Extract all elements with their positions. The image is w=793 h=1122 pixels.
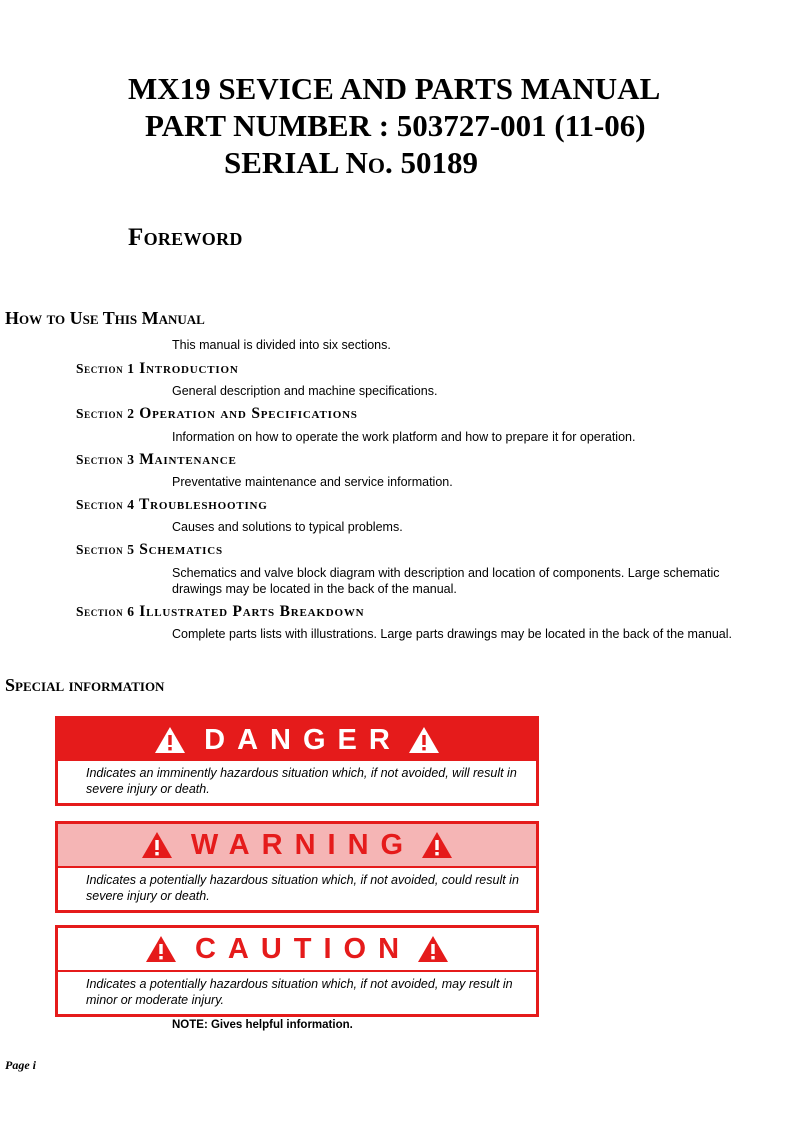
- warning-triangle-icon: [408, 726, 440, 754]
- section-1-desc: General description and machine specifications.: [172, 384, 438, 398]
- warning-box: [55, 821, 539, 913]
- section-5-desc: Schematics and valve block diagram with description and location of components. Large schematic drawings may be located in the back of the manual.: [172, 566, 720, 596]
- foreword-heading: Foreword: [128, 224, 243, 251]
- section-1-heading: [76, 360, 239, 378]
- warning-label: WARNING: [190, 828, 416, 861]
- warning-triangle-icon: [145, 935, 177, 963]
- section-number: Section 5: [76, 542, 135, 557]
- page-number: Page i: [5, 1058, 36, 1072]
- caution-label: CAUTION: [194, 932, 412, 965]
- section-title: Operation and Specifications: [139, 405, 358, 422]
- section-number: Section 2: [76, 406, 135, 421]
- warning-triangle-icon: [141, 831, 173, 859]
- section-title: Introduction: [139, 360, 239, 377]
- section-title: Troubleshooting: [138, 496, 268, 513]
- section-number: Section 4: [76, 497, 135, 512]
- caution-band: [58, 928, 536, 972]
- intro-text: This manual is divided into six sections.: [172, 338, 391, 352]
- section-2-desc: Information on how to operate the work platform and how to prepare it for operation.: [172, 430, 636, 444]
- section-2-heading: [76, 405, 358, 423]
- section-4-heading: [76, 496, 268, 514]
- caution-box: [55, 925, 539, 1017]
- danger-text: Indicates an imminently hazardous situation which, if not avoided, will result in severe injury or death.: [86, 766, 517, 796]
- warning-triangle-icon: [421, 831, 453, 859]
- caution-text: Indicates a potentially hazardous situation which, if not avoided, may result in minor or moderate injury.: [86, 977, 513, 1007]
- warning-band: [58, 824, 536, 868]
- section-number: Section 1: [76, 361, 135, 376]
- title-line-3: SERIAL NO. 50189: [224, 145, 478, 180]
- section-number: Section 6: [76, 604, 135, 619]
- special-info-heading: Special information: [5, 675, 165, 695]
- section-title: Illustrated Parts Breakdown: [139, 603, 365, 620]
- section-number: Section 3: [76, 452, 135, 467]
- warning-triangle-icon: [154, 726, 186, 754]
- warning-text: Indicates a potentially hazardous situation which, if not avoided, could result in severe injury or death.: [86, 873, 519, 903]
- section-4-desc: Causes and solutions to typical problems.: [172, 520, 403, 534]
- section-6-desc: Complete parts lists with illustrations. Large parts drawings may be located in the back of the manual.: [172, 627, 732, 641]
- danger-box: [55, 716, 539, 806]
- section-3-desc: Preventative maintenance and service information.: [172, 475, 453, 489]
- section-5-heading: [76, 541, 223, 559]
- section-title: Schematics: [139, 541, 223, 558]
- how-to-use-heading: How to Use This Manual: [5, 308, 205, 328]
- danger-label: DANGER: [204, 723, 402, 756]
- title-line-1: MX19 SEVICE AND PARTS MANUAL: [128, 71, 661, 106]
- warning-triangle-icon: [417, 935, 449, 963]
- note-text: NOTE: Gives helpful information.: [172, 1019, 353, 1031]
- title-line-2: PART NUMBER : 503727-001 (11-06): [145, 108, 646, 143]
- section-6-heading: [76, 603, 364, 621]
- section-3-heading: [76, 451, 237, 469]
- danger-band: [58, 719, 536, 761]
- section-title: Maintenance: [139, 451, 237, 468]
